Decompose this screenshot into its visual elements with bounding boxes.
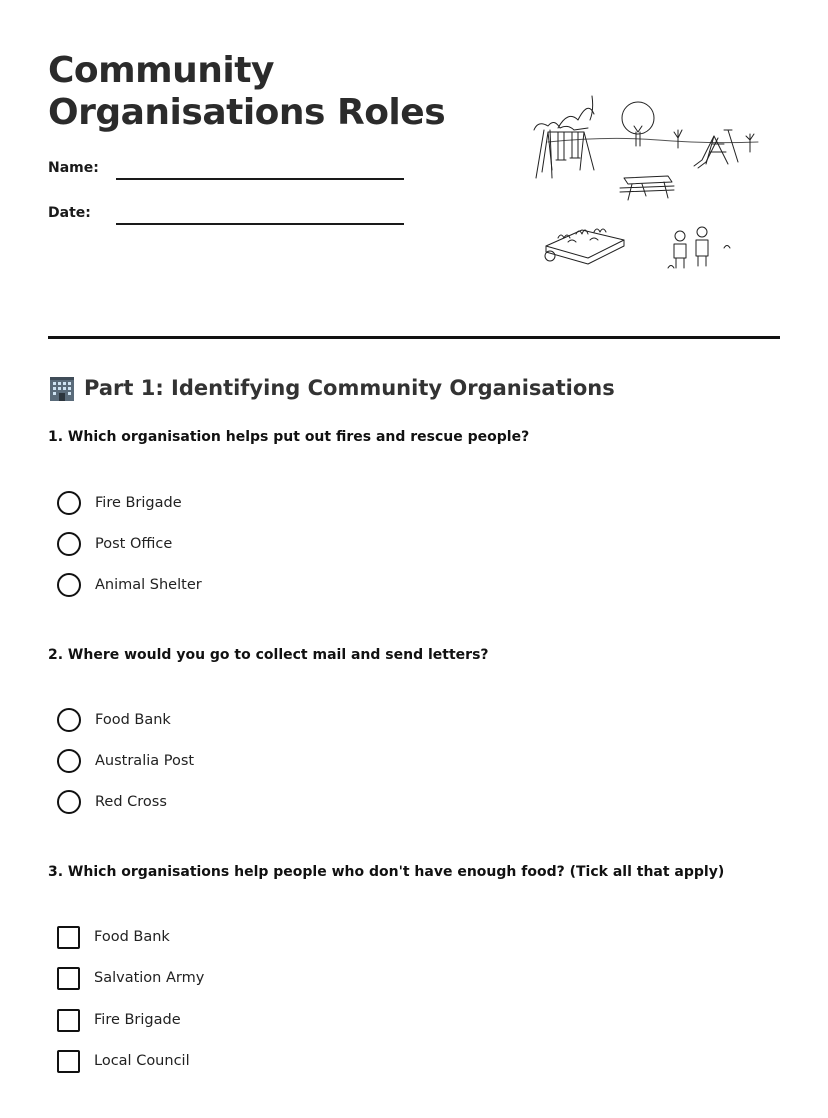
name-field-row	[48, 160, 404, 176]
q3-option-2[interactable]	[57, 965, 204, 991]
checkbox[interactable]	[57, 926, 80, 949]
section-divider	[48, 336, 780, 339]
date-field[interactable]	[116, 223, 404, 225]
name-field[interactable]	[116, 178, 404, 180]
radio-button[interactable]	[57, 532, 81, 556]
page-title	[48, 50, 445, 134]
q1-option-3[interactable]	[57, 572, 202, 598]
q2-option-3[interactable]	[57, 789, 167, 815]
option-label: Fire Brigade	[94, 1012, 181, 1028]
option-label: Fire Brigade	[95, 495, 182, 511]
option-label: Red Cross	[95, 794, 167, 810]
option-label: Animal Shelter	[95, 577, 202, 593]
checkbox[interactable]	[57, 1009, 80, 1032]
section-heading	[48, 374, 615, 402]
checkbox[interactable]	[57, 1050, 80, 1073]
page-title-line-1: Community	[48, 50, 274, 91]
radio-button[interactable]	[57, 491, 81, 515]
radio-button[interactable]	[57, 573, 81, 597]
option-label: Australia Post	[95, 753, 195, 769]
name-label: Name:	[48, 160, 99, 176]
q2-option-2[interactable]	[57, 748, 194, 774]
date-label: Date:	[48, 205, 91, 221]
radio-button[interactable]	[57, 790, 81, 814]
park-playground-illustration	[528, 90, 762, 276]
q1-option-2[interactable]	[57, 531, 172, 557]
radio-button[interactable]	[57, 708, 81, 732]
option-label: Salvation Army	[94, 970, 205, 986]
q3-option-4[interactable]	[57, 1048, 190, 1074]
option-label: Food Bank	[95, 712, 171, 728]
office-building-icon	[48, 374, 76, 402]
option-label: Food Bank	[94, 929, 170, 945]
question-3: 3. Which organisations help people who don't have enough food? (Tick all that apply)	[48, 864, 725, 880]
radio-button[interactable]	[57, 749, 81, 773]
q2-option-1[interactable]	[57, 707, 171, 733]
q1-option-1[interactable]	[57, 490, 182, 516]
q3-option-1[interactable]	[57, 924, 170, 950]
question-1: 1. Which organisation helps put out fires and rescue people?	[48, 429, 530, 445]
page-title-line-2: Organisations Roles	[48, 92, 446, 133]
date-field-row	[48, 205, 404, 221]
checkbox[interactable]	[57, 967, 80, 990]
q3-option-3[interactable]	[57, 1007, 181, 1033]
option-label: Local Council	[94, 1053, 190, 1069]
question-2: 2. Where would you go to collect mail and send letters?	[48, 647, 489, 663]
section-heading-text: Part 1: Identifying Community Organisations	[84, 376, 615, 400]
option-label: Post Office	[95, 536, 173, 552]
